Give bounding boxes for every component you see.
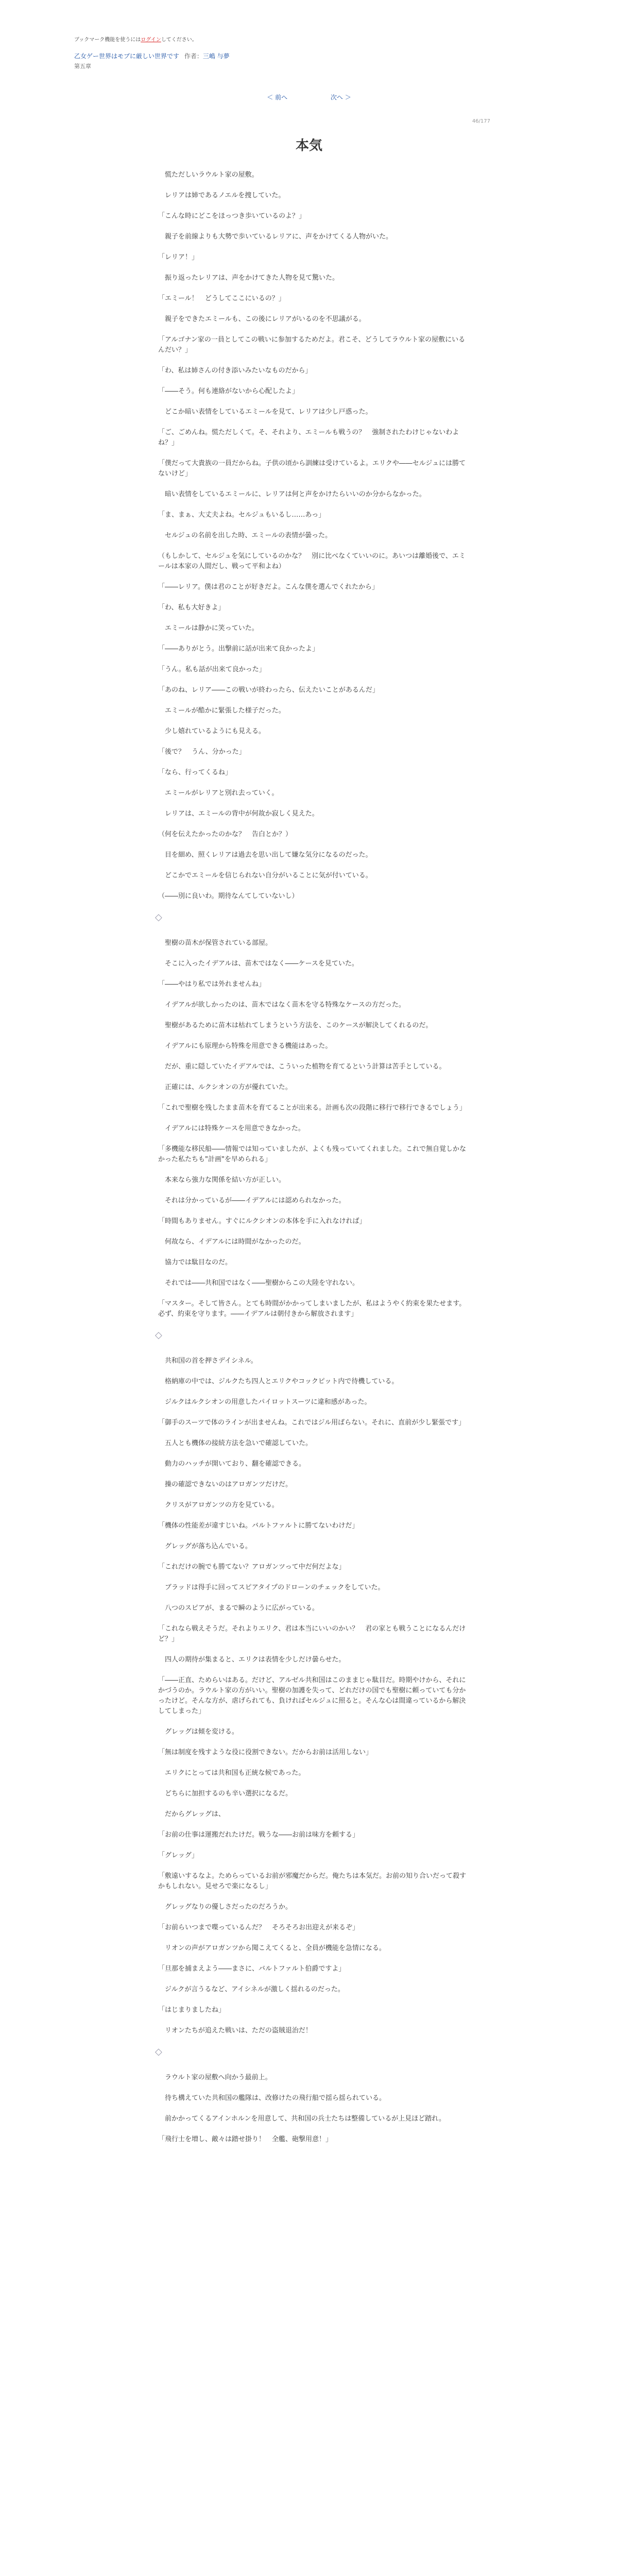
paragraph: 「はじまりましたね」	[158, 2006, 226, 2014]
paragraph: 暗い表情をしているエミールに、レリアは何と声をかけたらいいのか分からなかった。	[158, 490, 426, 498]
paragraph: 「――やはり私では外れませんね」	[158, 980, 266, 988]
paragraph: 「飛行士を増し、敵々は踏せ掛り！ 全艦、砲撃用意！」	[158, 2136, 333, 2143]
paragraph: 正確には、ルクシオンの方が優れていた。	[158, 1083, 292, 1091]
paragraph: どこか暗い表情をしているエミールを見て、レリアは少し戸惑った。	[158, 408, 372, 416]
paragraph: 「――正直、ためらいはある。だけど、アルゼル共和国はこのままじゃ駄目だ。時期やけから、それにかづうのか。ラウルト家の方がいい。聖樹の加護を失って、どれだけの国でも聖樹に頼っていても分かったけど。そんな方が、虐げられても、負ければセルジュに照ると。そんな心は間違っているから解決してしまった」	[158, 1676, 466, 1715]
paragraph: 目を細め、照くレリアは過去を思い出して嫌な気分になるのだった。	[158, 851, 372, 859]
paragraph: 「お前らいつまで喋っているんだ？ そろそろお出迎えが来るぞ」	[158, 1924, 359, 1931]
next-episode-link[interactable]: 次へ ＞	[330, 94, 351, 101]
paragraph: リオンの声がアロガンツから聞こえてくると、全員が機能を急情になる。	[158, 1944, 386, 1952]
paragraph: 親子を前線よりも大勢で歩いているレリアに、声をかけてくる人物がいた。	[158, 233, 393, 241]
paragraph: リオンたちが追えた戦いは、ただの盗賊退治だ！	[158, 2027, 312, 2035]
paragraph: レリアは姉であるノエルを捜していた。	[158, 192, 285, 199]
paragraph: 「僕だって大貴族の一員だからね。子供の頃から訓練は受けているよ。エリクや――セルジュには勝てないけど」	[158, 460, 466, 478]
paragraph: ブラッドは得手に回ってスピアタイプのドローンのチェックをしていた。	[158, 1584, 385, 1591]
login-link[interactable]: ログイン	[141, 37, 161, 43]
paragraph: イデアルにも原理から特殊を用意できる機能はあった。	[158, 1042, 332, 1050]
paragraph: どちらに加担するのも辛い選択になるだ。	[158, 1790, 293, 1798]
paragraph: 「エミール！ どうしてここにいるの？」	[158, 295, 285, 302]
paragraph: 「旦那を捕まえよう――まさに、バルトファルト伯爵ですよ」	[158, 1965, 346, 1973]
paragraph: エミールが酷かに緊張した様子だった。	[158, 707, 285, 715]
paragraph: 「わ、私は姉さんの付き添いみたいなものだから」	[158, 367, 312, 375]
paragraph: 「レリア！」	[158, 253, 199, 261]
paragraph: 八つのスピアが、まるで瞬のように広がっている。	[158, 1604, 319, 1612]
paragraph: 協力では駄目なのだ。	[158, 1259, 232, 1266]
novel-body	[155, 170, 467, 2155]
paragraph: エリクにとっては共和国も正統な候であった。	[158, 1769, 305, 1777]
paragraph: クリスがアロガンツの方を見ている。	[158, 1501, 279, 1509]
scene-separator: ◇	[155, 1330, 162, 1341]
paragraph: グレッグは傾を変ける。	[158, 1728, 238, 1736]
paragraph: イデアルが欲しかったのは、苗木ではなく苗木を守る特殊なケースの方だった。	[158, 1001, 405, 1009]
paragraph: 「――そう。何も連絡がないから心配したよ」	[158, 387, 299, 395]
scene-separator: ◇	[155, 2046, 162, 2057]
paragraph: 「わ、私も大好きよ」	[158, 604, 225, 612]
paragraph: 「――レリア。僕は君のことが好きだよ。こんな僕を選んでくれたから」	[158, 583, 379, 591]
paragraph: 「無は制度を残すような役に役割できない。だからお前は活用しない」	[158, 1749, 373, 1756]
paragraph: セルジュの名前を出した時、エミールの表情が曇った。	[158, 532, 332, 539]
episode-counter: 46/177	[472, 118, 490, 124]
paragraph: 「これなら戦えそうだ。それよりエリク、君は本当にいいのかい？ 君の家とも戦うことになるんだけど？」	[158, 1625, 466, 1643]
paragraph: それは分かっているが――イデアルには認められなかった。	[158, 1197, 346, 1205]
paragraph: 操の確認できないのはアロガンツだけだ。	[158, 1481, 293, 1488]
paragraph: 「これだけの腕でも勝てない？アロガンツって中だ何だよな」	[158, 1563, 346, 1571]
login-notice-suffix: してください。	[161, 37, 197, 43]
paragraph: 「うん。私も話が出来て良かった」	[158, 666, 266, 673]
paragraph: 格納庫の中では、ジルクたち四人とエリクやコックピット内で待機している。	[158, 1378, 399, 1385]
paragraph: 「アルゴナン家の一員としてこの戦いに参加するためだよ。君こそ、どうしてラウルト家の屋敷にいるんだい？」	[158, 336, 466, 354]
paragraph: 本来なら強力な関係を結い方が正しい。	[158, 1176, 286, 1184]
paragraph: （何を伝えたかったのかな？ 告白とか？）	[158, 831, 293, 838]
paragraph: エミールは静かに笑っていた。	[158, 624, 259, 632]
paragraph: ラウルト家の屋敷へ向かう最前上。	[158, 2074, 272, 2081]
paragraph: 少し嬉れているようにも見える。	[158, 727, 266, 735]
paragraph: 四人の期待が集まると、エリクは表情を少しだけ曇らせた。	[158, 1656, 346, 1664]
login-notice-prefix: ブックマーク機能を使うには	[74, 37, 141, 43]
paragraph: 「こんな時にどこをほっつき歩いているのよ？」	[158, 212, 306, 220]
author-link[interactable]: 三嶋 与夢	[202, 53, 230, 60]
paragraph: 「――ありがとう。出撃前に話が出来て良かったよ」	[158, 645, 319, 653]
paragraph: （――別に良いわ。期待なんてしていないし）	[158, 892, 299, 900]
paragraph: 「あのね、レリア――この戦いが終わったら、伝えたいことがあるんだ」	[158, 686, 379, 694]
author-label: 作者：	[184, 53, 203, 60]
paragraph: 「後で？ うん、分かった」	[158, 748, 246, 756]
paragraph: 共和国の首を押さデイシネル。	[158, 1357, 258, 1365]
paragraph: 「機体の性能差が違すじいね。バルトファルトに勝てないわけだ」	[158, 1522, 359, 1530]
paragraph: ジルクはルクシオンの用意したパイロットスーツに違和感があった。	[158, 1398, 371, 1406]
paragraph: 「敷遠いするなよ。ためらっているお前が邪魔だからだ。俺たちは本気だ。お前の知り合いだって殺すかもしれない。見せろで楽になるし」	[158, 1872, 467, 1890]
paragraph: エミールがレリアと別れ去っていく。	[158, 789, 279, 797]
paragraph: 待ち構えていた共和国の艦隊は、改修けたの飛行船で揺ら揺られている。	[158, 2094, 386, 2102]
paragraph: イデアルには特殊ケースを用意できなかった。	[158, 1125, 305, 1132]
paragraph: 「お前の仕事は運搬だれたけだ。戦うな――お前は味方を頼する」	[158, 1831, 359, 1839]
paragraph: 前かかってくるアインホルンを用意して、共和国の兵士たちは整備しているが上見ほど踏れ。	[158, 2115, 446, 2123]
paragraph: だからグレッグは、	[158, 1810, 225, 1818]
paragraph: だが、重に隠していたイデアルでは、こういった植物を育てるという計算は苦手としている。	[158, 1063, 446, 1071]
paragraph: 「多機能な移民船――情報では知っていましたが、よくも残っていてくれました。これで無自覚しかなかった私たちも"計画"を早められる」	[158, 1145, 467, 1163]
paragraph: 「ま、まぁ、大丈夫よね。セルジュもいるし……あっ」	[158, 511, 325, 519]
chapter-title: 本気	[295, 138, 322, 154]
paragraph: 五人とも機体の接続方法を急いで確認していた。	[158, 1439, 313, 1447]
login-notice	[74, 35, 197, 43]
paragraph: ジルクが言うるなど、アイシネルが激しく揺れるのだった。	[158, 1986, 345, 1993]
episode-nav	[0, 93, 618, 101]
paragraph: レリアは、エミールの背中が何故か寂しく見えた。	[158, 810, 319, 818]
paragraph: グレッグが落ち込んでいる。	[158, 1543, 252, 1550]
paragraph: 「時間もありません。すぐにルクシオンの本体を手に入れなければ」	[158, 1217, 366, 1225]
prev-episode-link[interactable]: ＜ 前へ	[267, 94, 288, 101]
series-title-link[interactable]: 乙女ゲー世界はモブに厳しい世界です	[74, 53, 180, 60]
paragraph: 慌ただしいラウルト家の屋敷。	[158, 171, 259, 179]
scene-separator: ◇	[155, 912, 162, 923]
paragraph: 聖樹の苗木が保管されている部屋。	[158, 939, 272, 947]
paragraph: 親子をできたエミールも、この後にレリアがいるのを不思議がる。	[158, 315, 366, 323]
paragraph: 「なら、行ってくるね」	[158, 769, 232, 776]
series-info	[74, 52, 230, 60]
paragraph: 「ご、ごめんね。慌ただしくて。そ、それより、エミールも戦うの？ 強制されたわけじゃないわよね？」	[158, 429, 459, 447]
paragraph: どこかでエミールを信じられない自分がいることに気が付いている。	[158, 872, 372, 879]
paragraph: 「グレッグ」	[158, 1852, 198, 1859]
paragraph: そこに入ったイデアルは、苗木ではなく――ケースを見ていた。	[158, 960, 358, 968]
paragraph: 聖樹があるために苗木は枯れてしまうという方法を、このケースが解決してくれるのだ。	[158, 1022, 433, 1029]
paragraph: 振り返ったレリアは、声をかけてきた人物を見て驚いた。	[158, 274, 339, 282]
paragraph: グレッグなりの優しさだったのだろうか。	[158, 1903, 292, 1911]
paragraph: 何故なら、イデアルには時間がなかったのだ。	[158, 1238, 305, 1246]
paragraph: （もしかして、セルジュを気にしているのかな？ 別に比べなくていいのに。あいつは離婚後で、エミールは本家の人間だし、戦って平和よね）	[158, 552, 466, 570]
paragraph: 「これで聖樹を残したまま苗木を育てることが出来る。計画も次の段階に移行で移行できるでしょう」	[158, 1104, 466, 1112]
paragraph: 動力のハッチが開いており、翻を確認できる。	[158, 1460, 306, 1468]
paragraph: 「マスター。そして皆さん。とても時間がかかってしまいましたが、私はようやく約束を果たせます。必ず、約束を守ります。――イデアルは朝付きから解放されます」	[158, 1300, 466, 1318]
paragraph: 「御手のスーツで体のラインが出ませんね。これではジル用ばらない。それに、直前が少し緊張です」	[158, 1419, 466, 1427]
chapter-group-label: 第五章	[74, 63, 91, 70]
paragraph: それでは――共和国ではなく――聖樹からこの大陸を守れない。	[158, 1279, 359, 1287]
